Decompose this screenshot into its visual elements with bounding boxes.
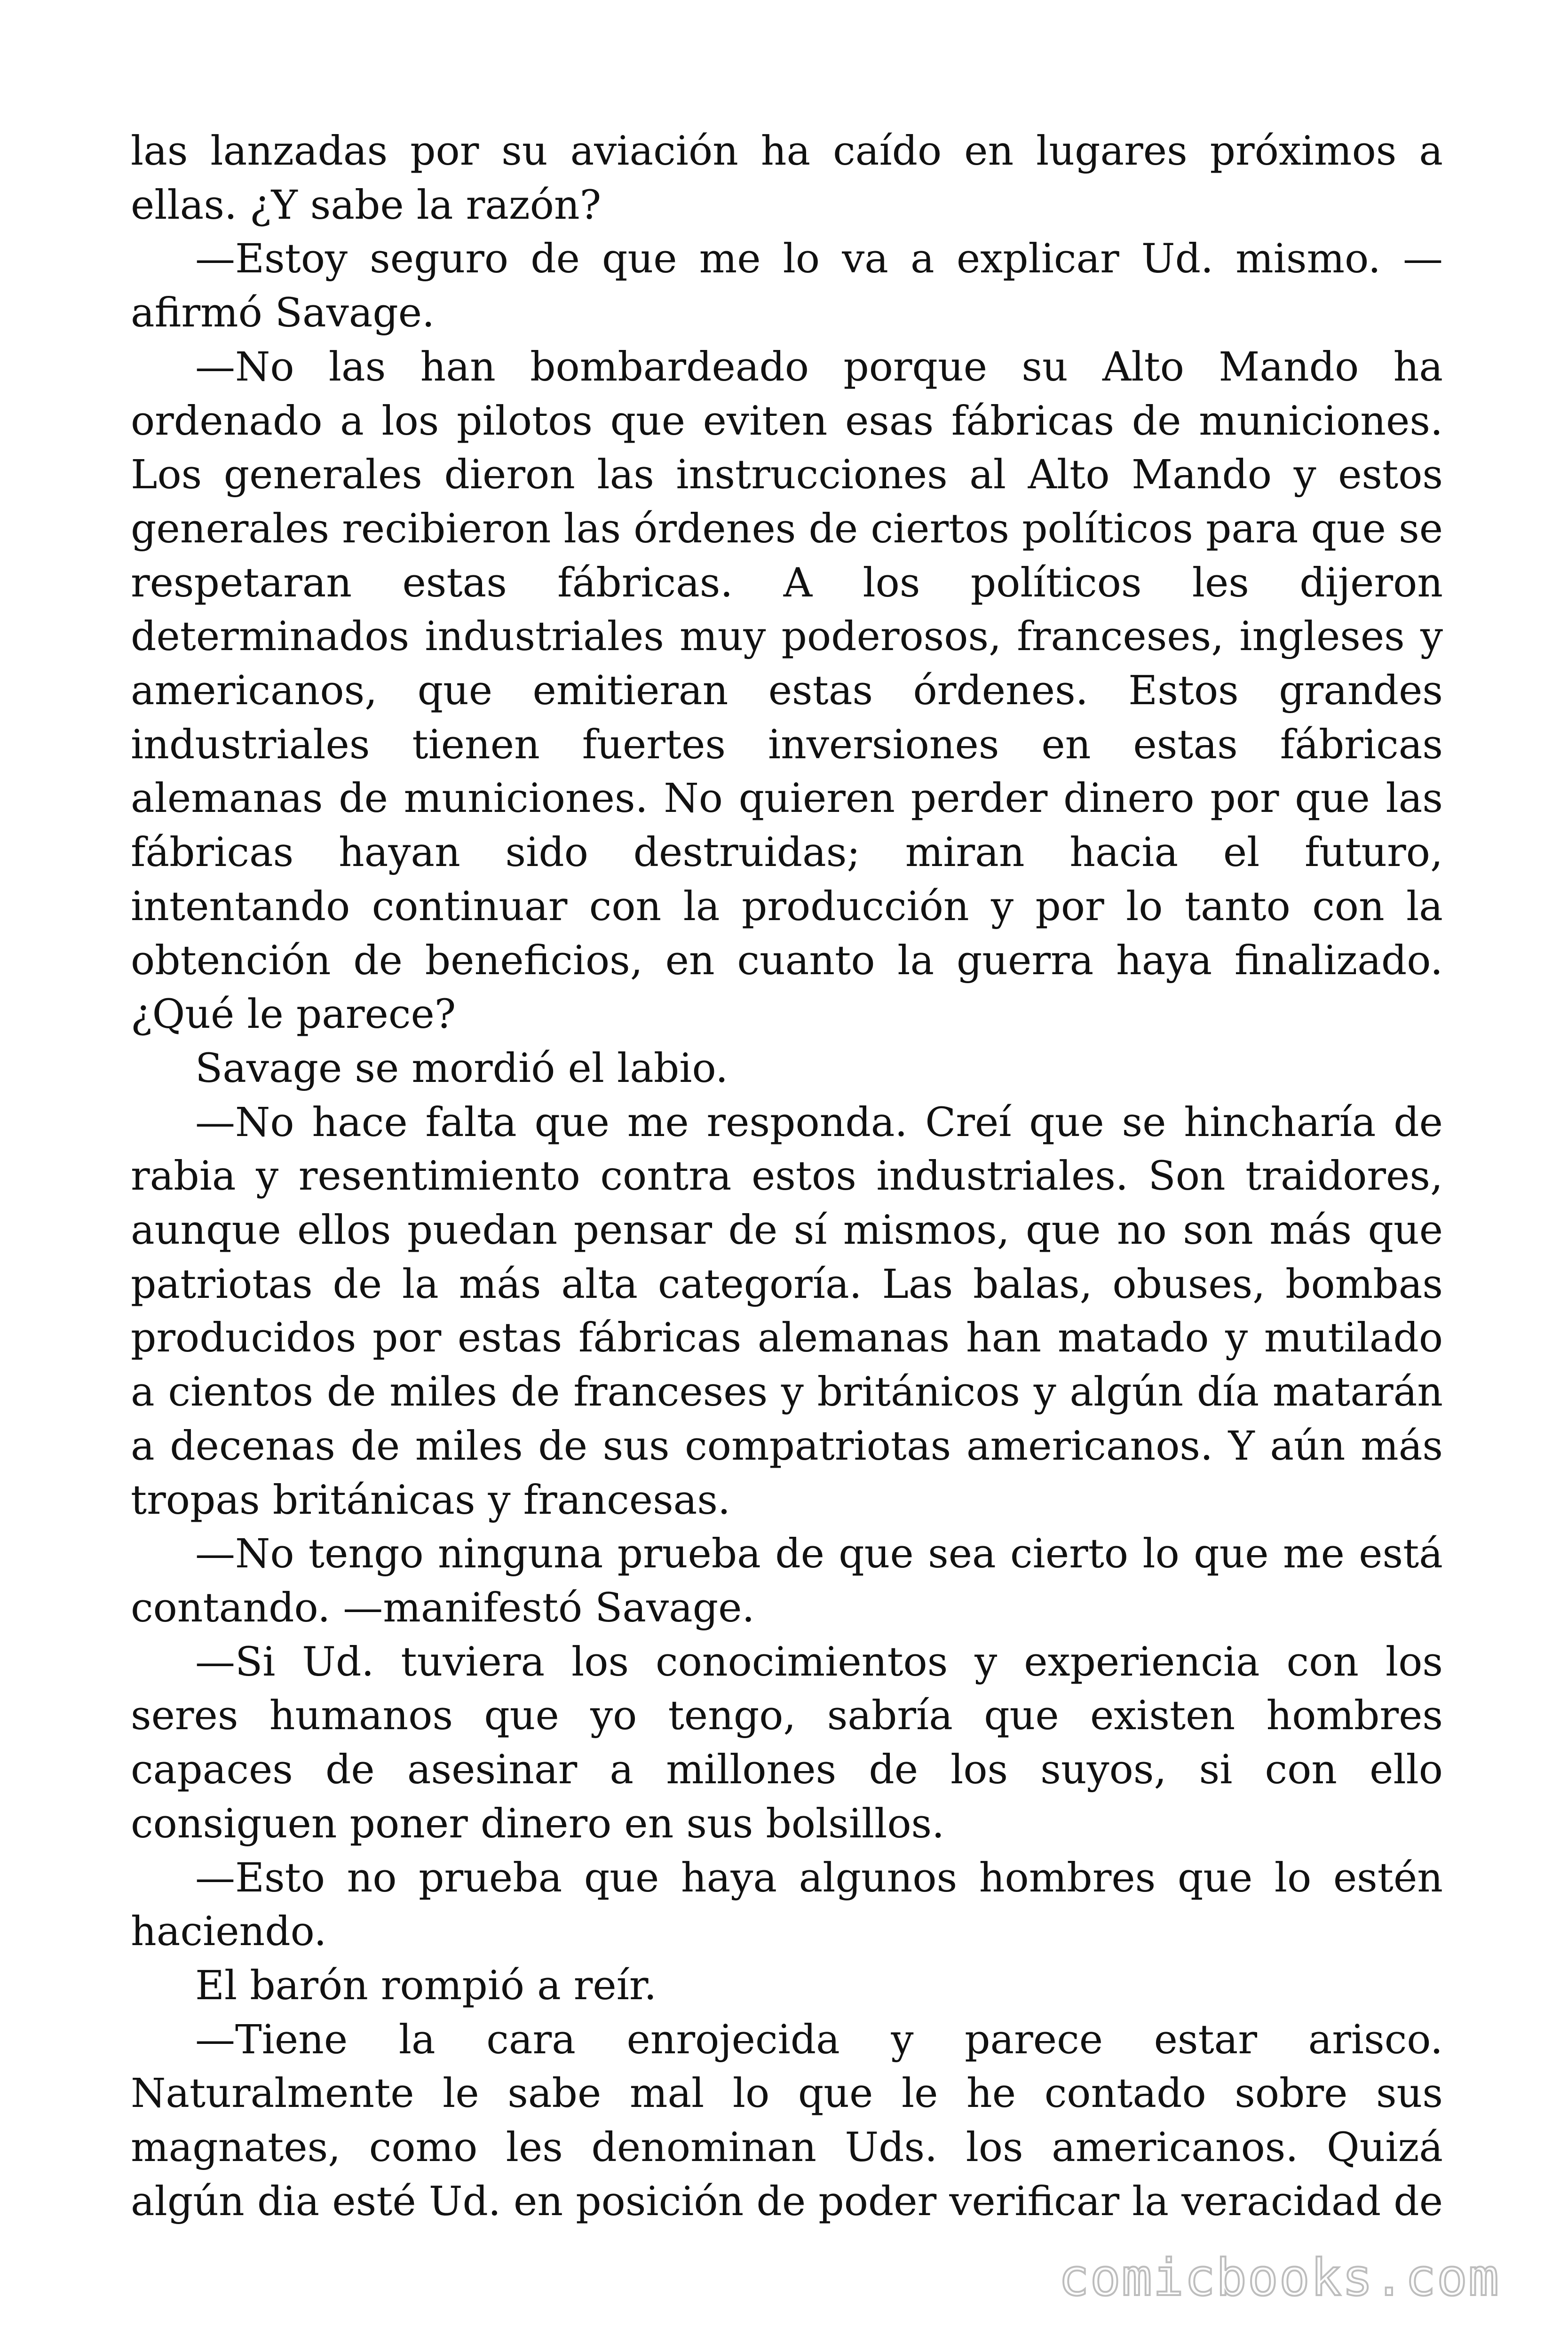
book-page-text — [131, 125, 1443, 2232]
site-watermark: comicbooks.com — [1058, 2249, 1500, 2307]
paragraph-continuation: las lanzadas por su aviación ha caído en lugares próximos a ellas. ¿Y sabe la razón? — [131, 128, 1443, 229]
paragraph-dialogue: —No hace falta que me responda. Creí que se hincharía de rabia y resentimiento contra estos industriales. Son traidores, aunque ellos puedan pensar de sí mismos, que no son más que patriotas de la más alta categoría. Las balas, obuses, bombas producidos por estas fábricas alemanas han matado y mutilado a cientos de miles de franceses y británicos y algún día matarán a decenas de miles de sus compatriotas americanos. Y aún más tropas británicas y francesas. — [131, 1099, 1443, 1524]
paragraph-dialogue: —Si Ud. tuviera los conocimientos y experiencia con los seres humanos que yo tengo, sabría que existen hombres capaces de asesinar a millones de los suyos, si con ello consiguen poner dinero en sus bolsillos. — [131, 1638, 1443, 1847]
paragraph-dialogue: —Estoy seguro de que me lo va a explicar Ud. mismo. —afirmó Savage. — [131, 236, 1443, 337]
paragraph-narration: Savage se mordió el labio. — [195, 1045, 729, 1092]
paragraph-dialogue: —Esto no prueba que haya algunos hombres que lo estén haciendo. — [131, 1854, 1443, 1955]
paragraph-dialogue: —Tiene la cara enrojecida y parece estar arisco. Naturalmente le sabe mal lo que le he contado sobre sus magnates, como les denominan Uds. los americanos. Quizá algún dia esté Ud. en posición de poder verificar la veracidad de — [131, 2016, 1443, 2225]
paragraph-dialogue: —No tengo ninguna prueba de que sea cierto lo que me está contando. —manifestó Savage. — [131, 1531, 1443, 1631]
paragraph-narration: El barón rompió a reír. — [195, 1962, 657, 2009]
paragraph-dialogue: —No las han bombardeado porque su Alto Mando ha ordenado a los pilotos que eviten esas fábricas de municiones. Los generales dieron las instrucciones al Alto Mando y estos generales recibieron las órdenes de ciertos políticos para que se respetaran estas fábricas. A los políticos les dijeron determinados industriales muy poderosos, franceses, ingleses y americanos, que emitieran estas órdenes. Estos grandes industriales tienen fuertes inversiones en estas fábricas alemanas de municiones. No quieren perder dinero por que las fábricas hayan sido destruidas; miran hacia el futuro, intentando continuar con la producción y por lo tanto con la obtención de beneficios, en cuanto la guerra haya finalizado. ¿Qué le parece? — [131, 343, 1443, 1038]
